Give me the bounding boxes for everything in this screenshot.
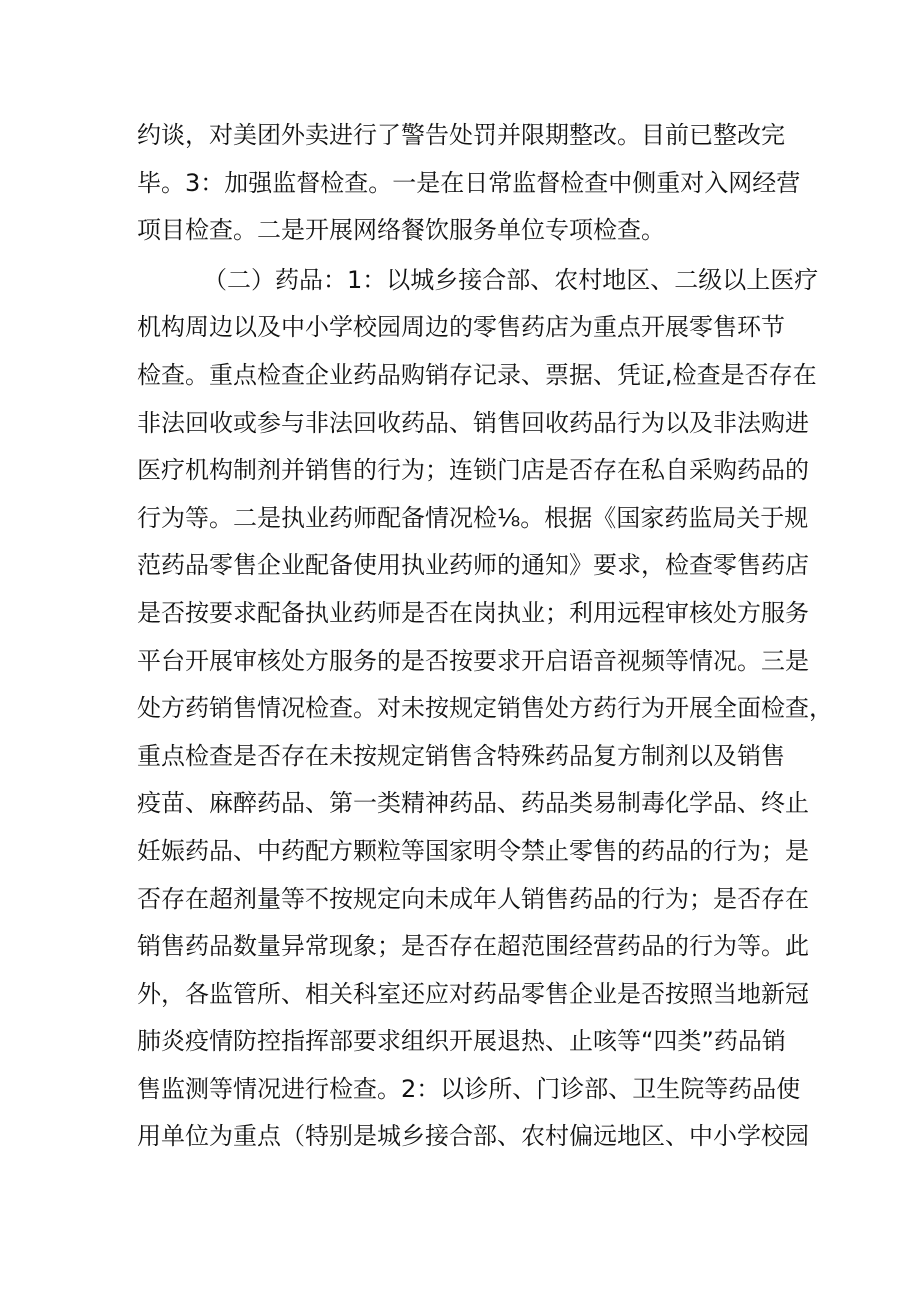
text-line: 行为等。二是执业药师配备情况检⅛。根据《国家药监局关于规	[137, 503, 809, 532]
text-line: 否存在超剂量等不按规定向未成年人销售药品的行为；是否存在	[137, 884, 809, 913]
text-line: 非法回收或参与非法回收药品、销售回收药品行为以及非法购进	[137, 408, 809, 437]
text-line: 外，各监管所、相关科室还应对药品零售企业是否按照当地新冠	[137, 979, 809, 1008]
text-line: 处方药销售情况检查。对未按规定销售处方药行为开展全面检查，	[137, 694, 833, 723]
text-line: 肺炎疫情防控指挥部要求组织开展退热、止咳等“四类”药品销	[137, 1027, 786, 1056]
text-line: 约谈，对美团外卖进行了警告处罚并限期整改。目前已整改完	[137, 121, 785, 149]
text-line: 项目检查。二是开展网络餐饮服务单位专项检查。	[137, 216, 665, 245]
text-line: 平台开展审核处方服务的是否按要求开启语音视频等情况。三是	[137, 646, 809, 675]
text-line: 重点检查是否存在未按规定销售含特殊药品复方制剂以及销售	[137, 741, 785, 770]
text-line: 医疗机构制剂并销售的行为；连锁门店是否存在私自采购药品的	[137, 456, 809, 485]
text-line: 范药品零售企业配备使用执业药师的通知》要求，检查零售药店	[137, 551, 809, 580]
document-body	[137, 112, 833, 1161]
text-line: 妊娠药品、中药配方颗粒等国家明令禁止零售的药品的行为；是	[137, 836, 809, 865]
text-line: 毕。3：加强监督检查。一是在日常监督检查中侧重对入网经营	[137, 168, 801, 197]
paragraph-2	[137, 257, 833, 1161]
paragraph-1	[137, 112, 801, 255]
text-line: 检查。重点检查企业药品购销存记录、票据、凭证,检查是否存在	[137, 360, 817, 389]
text-line: 用单位为重点（特别是城乡接合部、农村偏远地区、中小学校园	[137, 1122, 809, 1151]
text-line: （二）药品：1：以城乡接合部、农村地区、二级以上医疗	[203, 265, 819, 294]
text-line: 销售药品数量异常现象；是否存在超范围经营药品的行为等。此	[137, 932, 809, 961]
text-line: 售监测等情况进行检查。2：以诊所、门诊部、卫生院等药品使	[137, 1074, 801, 1103]
text-line: 疫苗、麻醉药品、第一类精神药品、药品类易制毒化学品、终止	[137, 789, 809, 818]
text-line: 是否按要求配备执业药师是否在岗执业；利用远程审核处方服务	[137, 598, 809, 627]
text-line: 机构周边以及中小学校园周边的零售药店为重点开展零售环节	[137, 313, 785, 342]
